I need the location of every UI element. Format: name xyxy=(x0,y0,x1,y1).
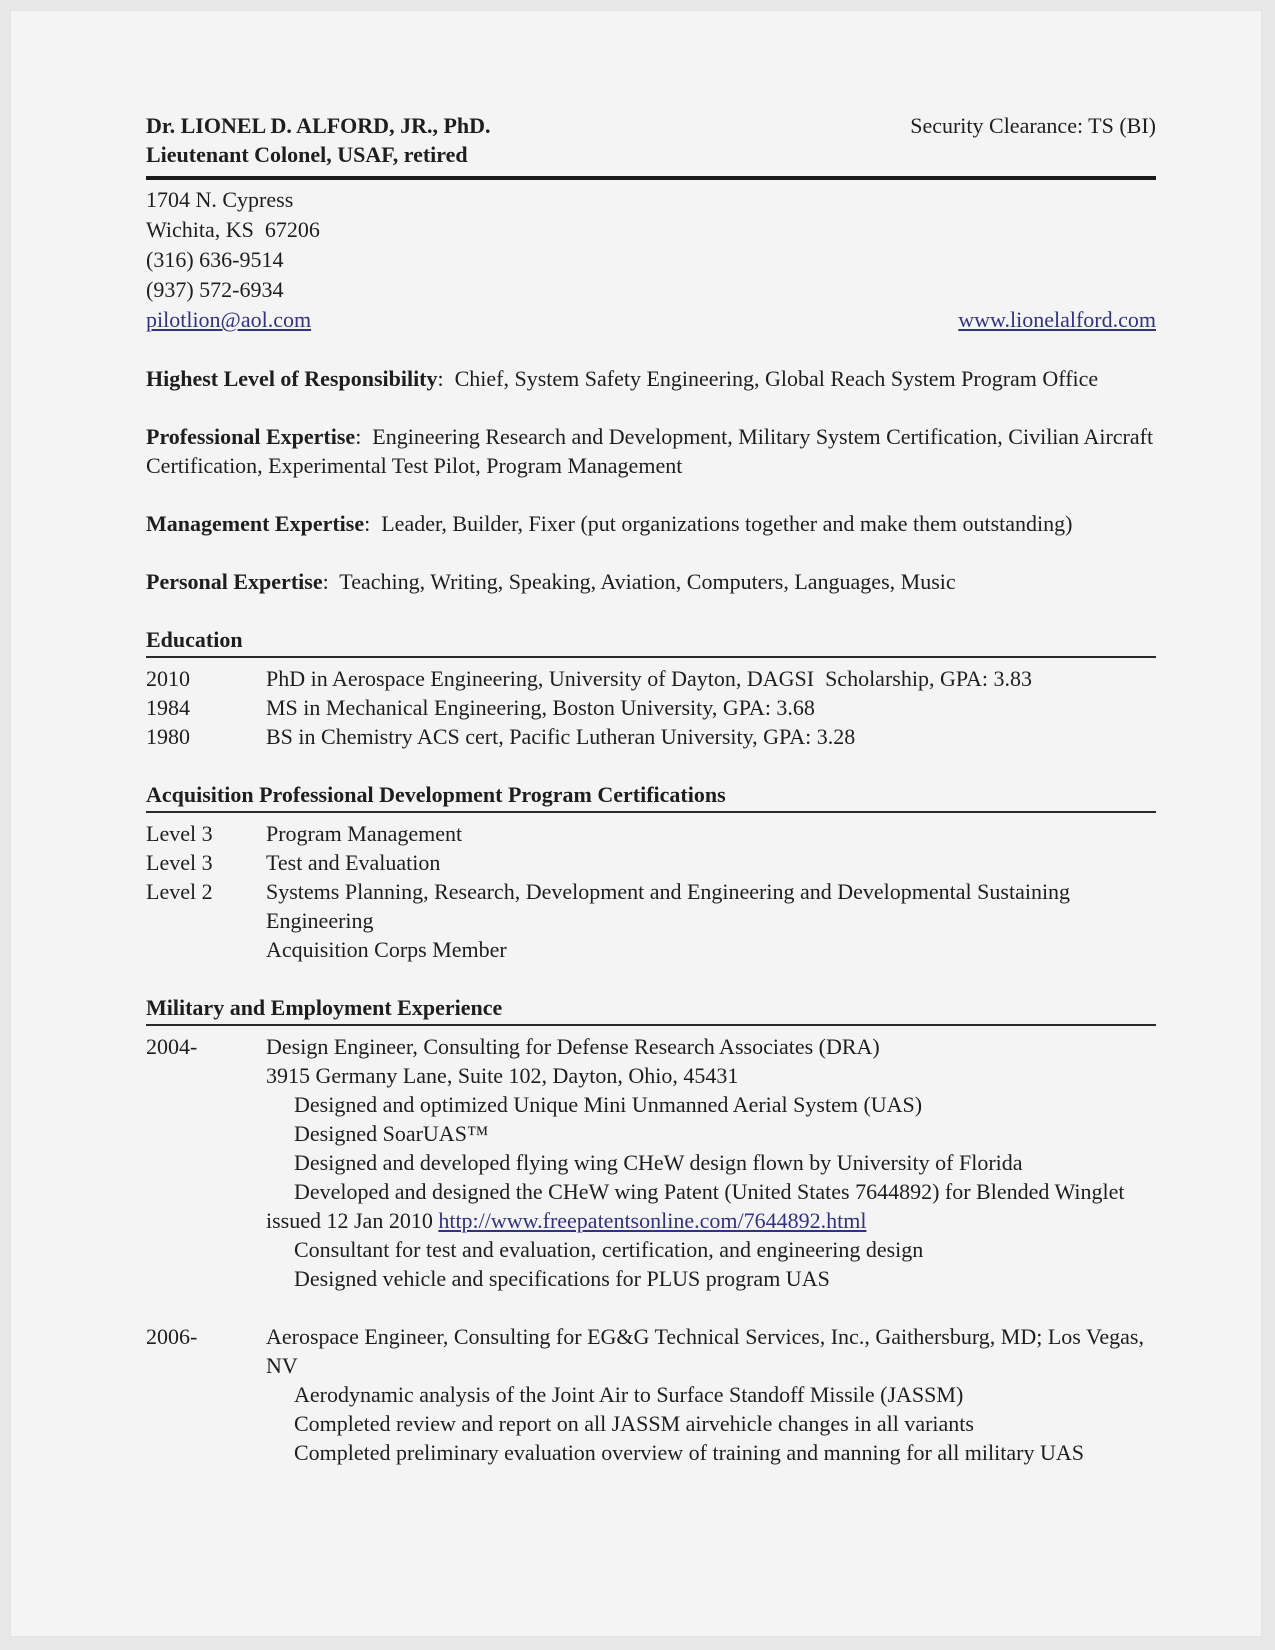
row-text: Test and Evaluation xyxy=(266,850,441,875)
certification-row xyxy=(146,848,1156,877)
contact-line: (316) 636-9514 xyxy=(146,247,284,272)
experience-section xyxy=(146,993,1156,1467)
row-label: Level 3 xyxy=(146,821,213,846)
row-text: BS in Chemistry ACS cert, Pacific Lutheran University, GPA: 3.28 xyxy=(266,724,856,749)
experience-rule xyxy=(146,1024,1156,1026)
summary-paragraph: Highest Level of Responsibility: Chief, System Safety Engineering, Global Reach System Program Office xyxy=(146,366,1099,391)
education-row xyxy=(146,664,1156,693)
summary-label: Management Expertise xyxy=(146,511,365,536)
contact-line: (937) 572-6934 xyxy=(146,277,284,302)
person-title: Lieutenant Colonel, USAF, retired xyxy=(146,142,468,167)
row-label: 1980 xyxy=(146,724,190,749)
security-clearance: Security Clearance: TS (BI) xyxy=(910,113,1156,138)
row-label: 1984 xyxy=(146,695,190,720)
experience-item: Designed SoarUAS™ xyxy=(294,1121,489,1146)
certification-row xyxy=(146,819,1156,848)
summary-paragraph: Professional Expertise: Engineering Research and Development, Military System Certification, Civilian Aircraft Certification, Experimental Test Pilot, Program Management xyxy=(146,424,1159,478)
experience-entries xyxy=(146,1032,1156,1467)
experience-heading: Military and Employment Experience xyxy=(146,995,503,1020)
experience-role-line: Design Engineer, Consulting for Defense Research Associates (DRA) xyxy=(266,1034,880,1059)
patent-link[interactable]: http://www.freepatentsonline.com/7644892.html xyxy=(438,1208,867,1233)
resume-content xyxy=(11,11,1159,1467)
resume-page xyxy=(10,10,1262,1637)
experience-role-line: 3915 Germany Lane, Suite 102, Dayton, Ohio, 45431 xyxy=(266,1063,739,1088)
certifications-rule xyxy=(146,811,1156,813)
row-text: Acquisition Corps Member xyxy=(266,937,507,962)
education-row xyxy=(146,722,1156,751)
links-row xyxy=(146,305,1156,335)
summary-paragraph: Personal Expertise: Teaching, Writing, Speaking, Aviation, Computers, Languages, Music xyxy=(146,569,956,594)
experience-date: 2004- xyxy=(146,1034,198,1059)
experience-item: Designed vehicle and specifications for PLUS program UAS xyxy=(294,1266,830,1291)
experience-entry xyxy=(146,1032,1156,1293)
row-label: 2010 xyxy=(146,666,190,691)
certification-row xyxy=(146,935,1156,964)
row-text: Systems Planning, Research, Development and Engineering and Developmental Sustaining Engineering xyxy=(266,879,1076,933)
experience-item: Designed and developed flying wing CHeW design flown by University of Florida xyxy=(294,1150,1023,1175)
education-rows xyxy=(146,664,1156,751)
experience-item: Aerodynamic analysis of the Joint Air to Surface Standoff Missile (JASSM) xyxy=(294,1382,964,1407)
summary-label: Personal Expertise xyxy=(146,569,323,594)
experience-entry xyxy=(146,1322,1156,1467)
education-rule xyxy=(146,656,1156,658)
contact-block xyxy=(146,185,1156,305)
experience-date: 2006- xyxy=(146,1324,198,1349)
experience-item: Consultant for test and evaluation, certification, and engineering design xyxy=(294,1237,924,1262)
row-text: MS in Mechanical Engineering, Boston University, GPA: 3.68 xyxy=(266,695,815,720)
summary-paragraph: Management Expertise: Leader, Builder, Fixer (put organizations together and make them outstanding) xyxy=(146,511,1073,536)
summary-label: Highest Level of Responsibility xyxy=(146,366,438,391)
row-label: Level 3 xyxy=(146,850,213,875)
contact-line: Wichita, KS 67206 xyxy=(146,217,320,242)
resume-header xyxy=(146,111,1156,335)
certifications-heading: Acquisition Professional Development Program Certifications xyxy=(146,782,726,807)
experience-item: Completed review and report on all JASSM airvehicle changes in all variants xyxy=(294,1411,974,1436)
experience-item: Developed and designed the CHeW wing Patent (United States 7644892) for Blended Winglet issued 12 Jan 2010 http://www.freepatentsonline.com/7644892.html xyxy=(266,1179,1130,1233)
row-label: Level 2 xyxy=(146,879,213,904)
education-section xyxy=(146,625,1156,751)
row-text: Program Management xyxy=(266,821,463,846)
website-link[interactable]: www.lionelalford.com xyxy=(958,307,1156,332)
education-heading: Education xyxy=(146,627,243,652)
email-link[interactable]: pilotlion@aol.com xyxy=(146,307,312,332)
summary-section xyxy=(146,364,1159,596)
experience-item: Completed preliminary evaluation overview of training and manning for all military UAS xyxy=(294,1440,1084,1465)
experience-role-line: Aerospace Engineer, Consulting for EG&G Technical Services, Inc., Gaithersburg, MD; Los Vegas, NV xyxy=(266,1324,1150,1378)
certifications-section xyxy=(146,780,1156,964)
person-name: Dr. LIONEL D. ALFORD, JR., PhD. xyxy=(146,113,491,138)
education-row xyxy=(146,693,1156,722)
summary-label: Professional Expertise xyxy=(146,424,356,449)
header-rule xyxy=(146,176,1156,180)
contact-line: 1704 N. Cypress xyxy=(146,187,294,212)
experience-item: Designed and optimized Unique Mini Unmanned Aerial System (UAS) xyxy=(294,1092,923,1117)
certification-row xyxy=(146,877,1156,935)
certification-rows xyxy=(146,819,1156,964)
row-text: PhD in Aerospace Engineering, University of Dayton, DAGSI Scholarship, GPA: 3.83 xyxy=(266,666,1033,691)
